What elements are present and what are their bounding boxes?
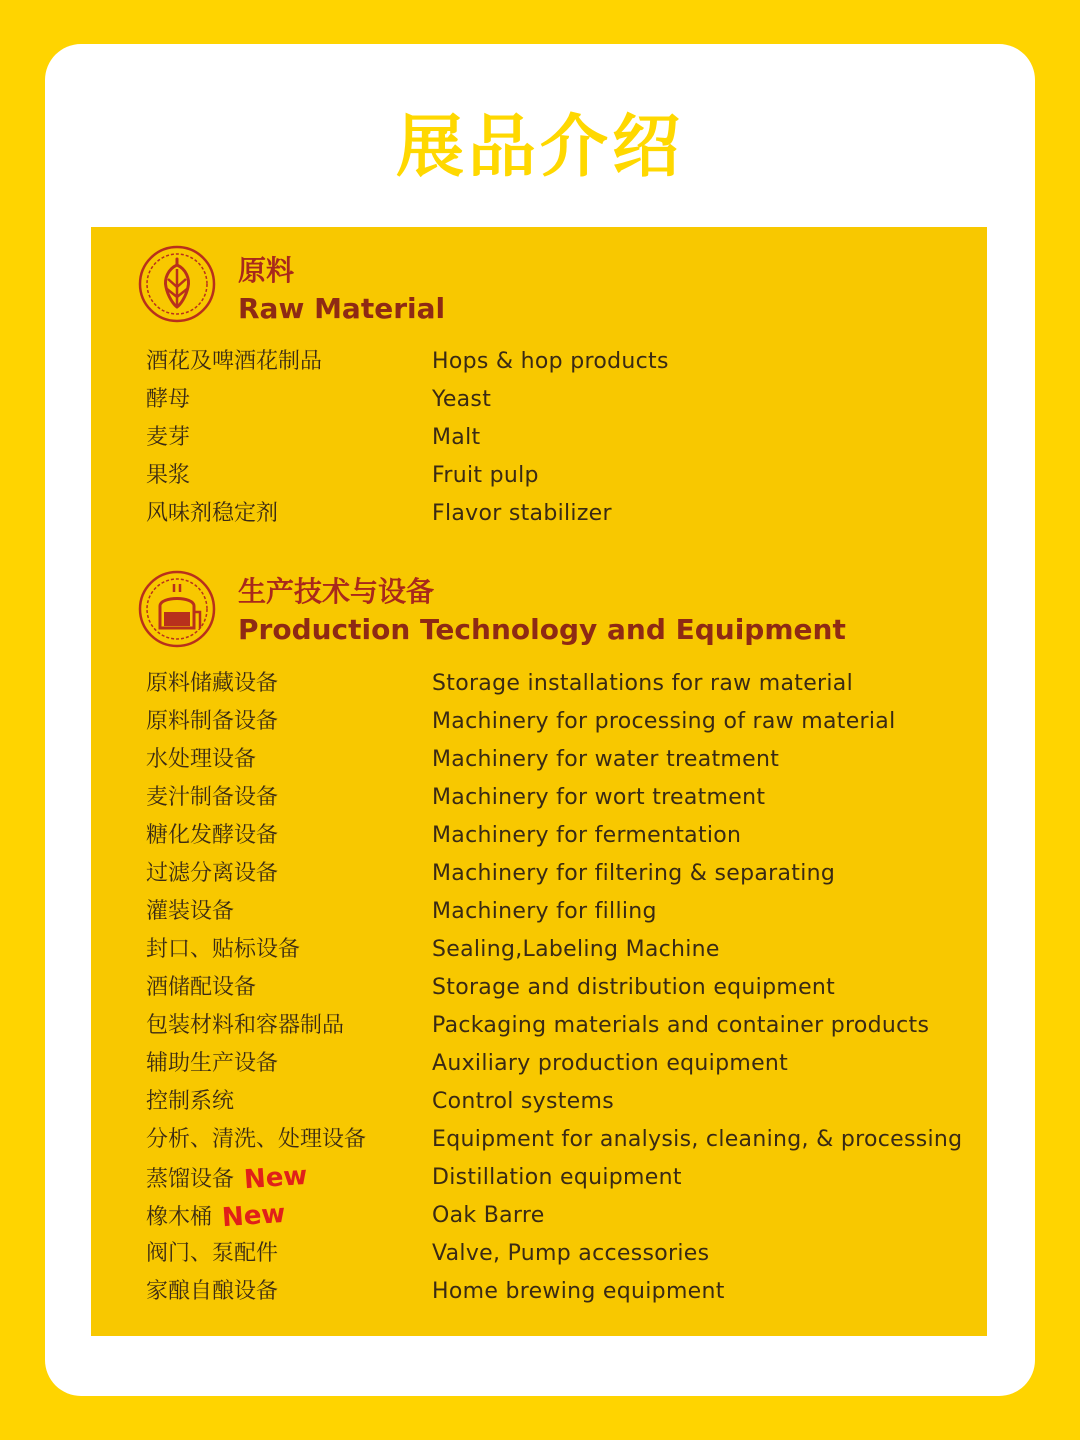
list-item — [0, 343, 1080, 381]
list-item — [0, 1007, 1080, 1045]
item-en: Machinery for fermentation — [432, 823, 742, 848]
section-title-en: Production Technology and Equipment — [238, 613, 846, 646]
item-zh: 麦汁制备设备 — [146, 785, 279, 810]
item-zh: 糖化发酵设备 — [146, 823, 279, 848]
new-badge: New — [243, 1160, 309, 1196]
item-en: Storage and distribution equipment — [432, 975, 836, 1000]
item-zh: 麦芽 — [146, 425, 191, 450]
item-zh: 酒储配设备 — [146, 975, 257, 1000]
section-title-en: Raw Material — [238, 292, 446, 325]
item-zh: 原料储藏设备 — [146, 671, 279, 696]
item-zh: 分析、清洗、处理设备 — [146, 1127, 367, 1152]
list-item — [0, 1197, 1080, 1235]
section-title-zh: 原料 — [238, 254, 295, 287]
item-zh: 原料制备设备 — [146, 709, 279, 734]
list-item — [0, 931, 1080, 969]
item-en: Storage installations for raw material — [432, 671, 853, 696]
item-en: Machinery for filtering & separating — [432, 861, 836, 886]
item-en: Sealing,Labeling Machine — [432, 937, 720, 962]
item-zh: 水处理设备 — [146, 747, 257, 772]
page-title: 展品介绍 — [395, 108, 684, 187]
item-en: Hops & hop products — [432, 349, 669, 374]
list-item — [0, 419, 1080, 457]
list-item — [0, 855, 1080, 893]
item-en: Machinery for processing of raw material — [432, 709, 896, 734]
item-zh: 过滤分离设备 — [146, 861, 279, 886]
item-zh: 封口、贴标设备 — [146, 937, 301, 962]
item-en: Home brewing equipment — [432, 1279, 725, 1304]
list-item — [0, 1121, 1080, 1159]
item-zh: 风味剂稳定剂 — [146, 501, 279, 526]
list-item — [0, 703, 1080, 741]
item-zh: 辅助生产设备 — [146, 1051, 279, 1076]
item-zh-wrap — [146, 1197, 285, 1237]
new-badge: New — [221, 1198, 287, 1234]
item-en: Packaging materials and container products — [432, 1013, 930, 1038]
list-item — [0, 1273, 1080, 1311]
item-en: Oak Barre — [432, 1203, 545, 1228]
item-en: Machinery for filling — [432, 899, 657, 924]
list-item — [0, 817, 1080, 855]
item-zh: 控制系统 — [146, 1089, 235, 1114]
brewing-tank-icon — [138, 570, 216, 648]
list-item — [0, 1045, 1080, 1083]
item-zh: 橡木桶 — [146, 1205, 213, 1230]
item-en: Flavor stabilizer — [432, 501, 612, 526]
list-item — [0, 1235, 1080, 1273]
list-item — [0, 893, 1080, 931]
list-item — [0, 969, 1080, 1007]
item-en: Malt — [432, 425, 481, 450]
item-en: Control systems — [432, 1089, 615, 1114]
item-zh: 包装材料和容器制品 — [146, 1013, 345, 1038]
item-en: Valve, Pump accessories — [432, 1241, 710, 1266]
item-en: Yeast — [432, 387, 492, 412]
item-zh: 灌装设备 — [146, 899, 235, 924]
item-en: Equipment for analysis, cleaning, & processing — [432, 1127, 963, 1152]
item-en: Machinery for wort treatment — [432, 785, 766, 810]
item-zh: 酒花及啤酒花制品 — [146, 349, 323, 374]
list-item — [0, 779, 1080, 817]
item-en: Machinery for water treatment — [432, 747, 780, 772]
list-item — [0, 1159, 1080, 1197]
list-item — [0, 495, 1080, 533]
list-item — [0, 741, 1080, 779]
item-zh: 阀门、泵配件 — [146, 1241, 279, 1266]
list-item — [0, 1083, 1080, 1121]
item-zh: 蒸馏设备 — [146, 1167, 235, 1192]
item-en: Auxiliary production equipment — [432, 1051, 789, 1076]
item-en: Fruit pulp — [432, 463, 539, 488]
list-item — [0, 381, 1080, 419]
item-zh: 果浆 — [146, 463, 191, 488]
list-item — [0, 457, 1080, 495]
item-zh-wrap — [146, 1159, 307, 1199]
item-en: Distillation equipment — [432, 1165, 682, 1190]
section-title-zh: 生产技术与设备 — [238, 575, 435, 608]
list-item — [0, 665, 1080, 703]
item-zh: 家酿自酿设备 — [146, 1279, 279, 1304]
hop-icon — [138, 245, 216, 323]
item-zh: 酵母 — [146, 387, 191, 412]
